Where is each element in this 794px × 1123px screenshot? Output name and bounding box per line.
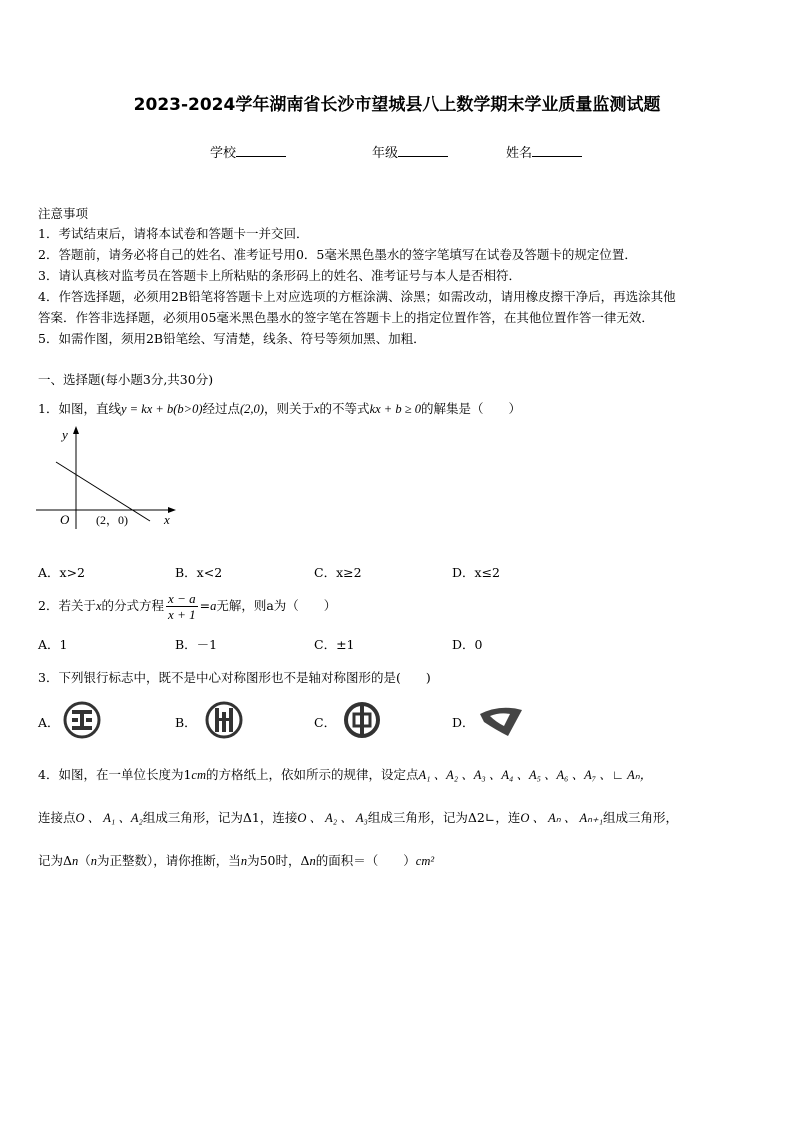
q2-equals: = [199, 598, 211, 613]
question-4-line-3 [38, 851, 434, 869]
q3-option-d[interactable]: D． [452, 715, 475, 730]
q4-points: O 、 Aₙ 、 Aₙ₊₁ [520, 811, 604, 825]
q4-var: n [240, 854, 248, 868]
name-blank[interactable] [532, 144, 582, 157]
q3-option-b[interactable]: B． [175, 715, 197, 730]
q4-var: n [90, 854, 98, 868]
bank-logo-b-icon [204, 700, 244, 740]
q1-var: x [313, 402, 320, 416]
question-3: 3．下列银行标志中，既不是中心对称图形也不是轴对称图形的是( ) [38, 670, 431, 685]
bank-logo-a-icon [62, 700, 102, 740]
grade-field [372, 142, 448, 161]
bank-logo-d-icon [478, 702, 524, 738]
q2-rhs: a [210, 599, 217, 613]
q2-text: 无解，则a为（ ） [216, 598, 337, 613]
q4-text: 的面积＝（ ） [315, 853, 416, 868]
q1-point: (2,0) [240, 402, 264, 416]
q4-area-unit: cm² [415, 854, 435, 868]
q2-var: x [95, 599, 102, 613]
origin-label: O [60, 512, 70, 527]
question-4-line-1 [38, 765, 652, 783]
fraction-numerator: x − a [168, 591, 196, 606]
y-axis-arrow [73, 426, 79, 434]
q4-text: 记为Δ [38, 853, 73, 868]
q1-inequality: kx + b ≥ 0 [369, 402, 421, 416]
q4-var: n [309, 854, 316, 868]
page-title: 2023-2024学年湖南省长沙市望城县八上数学期末学业质量监测试题 [133, 95, 661, 115]
question-1 [38, 399, 521, 417]
school-blank[interactable] [236, 144, 286, 157]
question-4-line-2 [38, 808, 678, 826]
q1-expr: y = kx + b [120, 402, 174, 416]
q1-option-b[interactable]: B．x<2 [175, 565, 223, 580]
q4-unit: cm [191, 768, 206, 782]
school-label: 学校 [210, 146, 237, 161]
note-item: 3．请认真核对监考员在答题卡上所粘贴的条形码上的姓名、准考证号与本人是否相符． [38, 268, 521, 283]
q4-points: O 、 A₂ 、 A₃ [297, 811, 368, 825]
name-field [506, 142, 582, 161]
q1-text: 的解集是（ ） [420, 401, 521, 416]
q2-option-d[interactable]: D．0 [452, 637, 483, 652]
q4-text: 为正整数），请你推断，当 [97, 853, 241, 868]
section-heading: 一、选择题(每小题3分,共30分) [38, 372, 214, 387]
q1-text: ，则关于 [263, 401, 314, 416]
q1-condition: (b>0) [173, 402, 203, 416]
grade-blank[interactable] [398, 144, 448, 157]
q4-text: 组成三角形，记为Δ2∟，连 [367, 810, 521, 825]
grade-label: 年级 [372, 146, 399, 161]
q2-option-b[interactable]: B．－1 [175, 637, 218, 652]
bank-logo-c-icon [342, 700, 382, 740]
question-number: 2． [38, 598, 59, 613]
q4-points: A₁ 、A₂ 、A₃ 、A₄ 、A₅ 、A₆ 、A₇ 、∟ Aₙ， [418, 768, 653, 782]
q2-option-c[interactable]: C．±1 [314, 637, 355, 652]
q1-text: 如图，直线 [58, 401, 121, 416]
q2-text: 的分式方程 [101, 598, 165, 613]
q1-text: 的不等式 [319, 401, 370, 416]
q1-option-a[interactable]: A．x>2 [38, 565, 86, 580]
name-label: 姓名 [506, 146, 533, 161]
q2-text: 若关于 [58, 598, 96, 613]
q1-option-d[interactable]: D．x≤2 [452, 565, 500, 580]
note-item: 1．考试结束后，请将本试卷和答题卡一并交回． [38, 226, 309, 241]
y-label: y [62, 427, 68, 442]
x-label: x [164, 512, 170, 527]
notes-heading: 注意事项 [38, 206, 89, 221]
q4-text: 为50时，Δ [247, 853, 310, 868]
point-label: (2，0) [96, 513, 128, 527]
question-number: 1． [38, 401, 59, 416]
q3-option-a[interactable]: A． [38, 715, 60, 730]
q2-fraction [166, 591, 198, 622]
q1-text: 经过点 [202, 401, 241, 416]
q4-text: （ [78, 853, 91, 868]
q3-option-c[interactable]: C． [314, 715, 337, 730]
note-item: 答案．作答非选择题，必须用05毫米黑色墨水的签字笔在答题卡上的指定位置作答，在其他位置作答一律无效． [38, 310, 654, 325]
q4-points: O 、 A₁ 、A₂ [75, 811, 143, 825]
q1-option-c[interactable]: C．x≥2 [314, 565, 362, 580]
fraction-denominator: x + 1 [168, 607, 196, 622]
note-item: 5．如需作图，须用2B铅笔绘、写清楚，线条、符号等须加黑、加粗． [38, 331, 426, 346]
q4-text: 的方格纸上，依如所示的规律，设定点 [206, 767, 419, 782]
q1-graph [36, 424, 186, 534]
note-item: 4．作答选择题，必须用2B铅笔将答题卡上对应选项的方框涂满、涂黑；如需改动，请用橡皮擦干净后，再选涂其他 [38, 289, 676, 304]
q4-text: 组成三角形， [603, 810, 679, 825]
q4-text: 4．如图，在一单位长度为1 [38, 767, 192, 782]
q2-option-a[interactable]: A．1 [38, 637, 68, 652]
note-item: 2．答题前，请务必将自己的姓名、准考证号用0．5毫米黑色墨水的签字笔填写在试卷及答题卡的规定位置． [38, 247, 637, 262]
q4-var: n [72, 854, 79, 868]
school-field [210, 142, 286, 161]
question-2 [38, 588, 336, 624]
q4-text: 组成三角形，记为Δ1，连接 [142, 810, 298, 825]
q4-text: 连接点 [38, 810, 76, 825]
